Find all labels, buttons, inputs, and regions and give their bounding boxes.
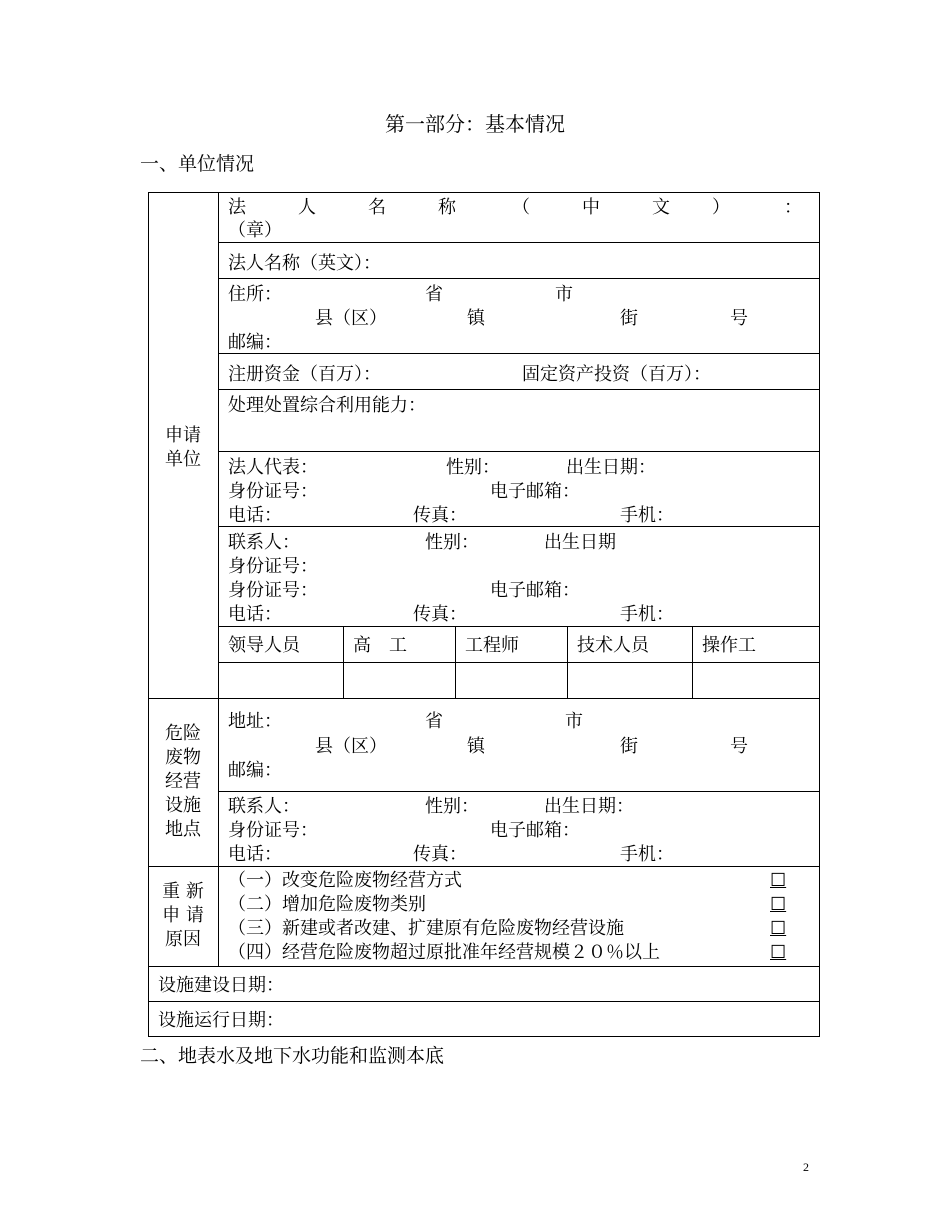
- staff-count-leaders[interactable]: [219, 663, 343, 698]
- staff-count-engineers[interactable]: [456, 663, 567, 698]
- facility-label: 危险 废物 经营 设施 地点: [165, 723, 201, 840]
- staff-count-operators[interactable]: [693, 663, 819, 698]
- reapply-checkbox-2[interactable]: ☐: [770, 894, 787, 915]
- staff-header-operators: 操作工: [702, 635, 756, 656]
- staff-count-senior-engineers[interactable]: [344, 663, 455, 698]
- registered-capital-field[interactable]: 注册资金（百万）：: [228, 364, 381, 385]
- facility-run-date-field[interactable]: 设施运行日期：: [158, 1010, 284, 1031]
- section-heading-unit: 一、单位情况: [140, 153, 255, 175]
- reapply-reason-4: （四）经营危险废物超过原批准年经营规模２０％以上: [228, 942, 660, 963]
- reapply-label: 重 新 申 请 原因: [162, 881, 204, 950]
- capacity-field[interactable]: 处理处置综合利用能力：: [228, 395, 426, 416]
- staff-count-technicians[interactable]: [568, 663, 692, 698]
- staff-header-technicians: 技术人员: [577, 635, 649, 656]
- page-number: 2: [803, 1160, 809, 1174]
- reapply-checkbox-4[interactable]: ☐: [770, 942, 787, 963]
- page-title: 第一部分：基本情况: [385, 112, 565, 136]
- reapply-reason-2: （二）增加危险废物类别: [228, 894, 426, 915]
- reapply-reason-3: （三）新建或者改建、扩建原有危险废物经营设施: [228, 918, 624, 939]
- section-heading-water: 二、地表水及地下水功能和监测本底: [140, 1045, 445, 1067]
- fixed-assets-field[interactable]: 固定资产投资（百万）：: [522, 364, 711, 385]
- reapply-reason-1: （一）改变危险废物经营方式: [228, 870, 462, 891]
- applicant-label: 申请 单位: [165, 425, 201, 470]
- staff-header-leaders: 领导人员: [228, 635, 300, 656]
- staff-header-senior-engineers: 高 工: [353, 635, 407, 656]
- reapply-checkbox-1[interactable]: ☐: [770, 870, 787, 891]
- staff-header-engineers: 工程师: [465, 635, 519, 656]
- reapply-checkbox-3[interactable]: ☐: [770, 918, 787, 939]
- facility-build-date-field[interactable]: 设施建设日期：: [158, 975, 284, 996]
- legal-name-en-field[interactable]: 法人名称（英文）：: [228, 253, 381, 274]
